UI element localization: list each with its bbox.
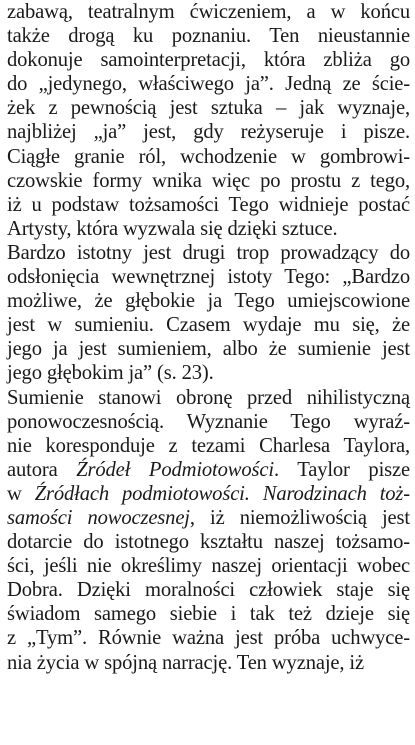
text-line <box>7 193 410 217</box>
text-run: dotarcie do istotnego kształtu naszej tożsamo- <box>7 531 410 554</box>
text-run: możliwe, że głębokie ja Tego umiejscowione <box>7 290 410 313</box>
text-line <box>7 169 410 193</box>
text-run: świadom samego siebie i tak też dzieje się <box>7 603 410 626</box>
text-run: Artysty, która wyzwala się dzięki sztuce. <box>7 217 338 240</box>
text-run: odsłonięcia wewnętrznej istoty Tego: „Bardzo <box>7 266 410 289</box>
text-run: . Taylor pisze <box>273 458 410 481</box>
text-run: w <box>7 482 35 505</box>
text-line <box>7 337 410 361</box>
text-run: do „jedynego, właściwego ja”. Jedną ze ście- <box>7 73 410 96</box>
text-run: ponowoczesnością. Wyznanie Tego wyraź- <box>7 410 410 433</box>
text-line <box>7 24 410 48</box>
text-line <box>7 482 410 506</box>
text-run: także drogą ku poznaniu. Ten nieustannie <box>7 25 410 48</box>
text-run: nie koresponduje z tezami Charlesa Taylora, <box>7 434 410 457</box>
text-run: zabawą, teatralnym ćwiczeniem, a w końcu <box>7 1 410 23</box>
text-line <box>7 386 410 410</box>
document-page <box>7 0 410 675</box>
text-line <box>7 506 410 530</box>
text-run: jest w sumieniu. Czasem wydaje mu się, że <box>7 314 410 337</box>
text-run: z „Tym”. Równie ważna jest próba uchwyce- <box>7 627 410 650</box>
text-line <box>7 48 410 72</box>
text-line <box>7 602 410 626</box>
text-run: ści, jeśli nie określimy naszej orientacji wobec <box>7 555 410 578</box>
text-run: iż u podstaw tożsamości Tego widnieje postać <box>7 193 410 216</box>
text-run: Bardzo istotny jest drugi trop prowadzący do <box>7 241 410 264</box>
text-line <box>7 120 410 144</box>
italic-text: Źródłach podmiotowości. Narodzinach toż- <box>34 482 410 505</box>
text-run: jego głębokim ja” (s. 23). <box>7 362 214 385</box>
text-line <box>7 651 410 675</box>
text-run: jego ja jest sumieniem, albo że sumienie jest <box>7 338 410 361</box>
text-line <box>7 96 410 120</box>
text-run: dokonuje samointerpretacji, która zbliża go <box>7 49 410 72</box>
text-run: , iż niemożliwością jest <box>189 506 410 529</box>
text-run: Ciągłe granie ról, wchodzenie w gombrowi- <box>7 145 410 168</box>
text-line <box>7 578 410 602</box>
italic-text: Źródeł Podmiotowości <box>76 458 274 481</box>
text-line <box>7 241 410 265</box>
text-line <box>7 145 410 169</box>
body-text <box>7 0 410 675</box>
text-line <box>7 289 410 313</box>
text-line <box>7 72 410 96</box>
text-run: najbliżej „ja” jest, gdy reżyseruje i pisze. <box>7 121 410 144</box>
text-line <box>7 434 410 458</box>
text-line <box>7 554 410 578</box>
text-run: Sumienie stanowi obronę przed nihilistyczną <box>7 386 410 409</box>
text-run: autora <box>7 458 77 481</box>
italic-text: samości nowoczesnej <box>7 506 190 529</box>
text-run: nia życia w spójną narrację. Ten wyznaje, iż <box>7 651 364 674</box>
text-run: żek z pewnością jest sztuka – jak wyznaje, <box>7 97 410 120</box>
text-line <box>7 217 410 241</box>
text-line <box>7 530 410 554</box>
text-run: Dobra. Dzięki moralności człowiek staje się <box>7 579 410 602</box>
text-run: czowskie formy wnika więc po prostu z tego, <box>7 169 410 192</box>
text-line <box>7 313 410 337</box>
text-line <box>7 458 410 482</box>
text-line <box>7 626 410 650</box>
text-line <box>7 265 410 289</box>
text-line <box>7 410 410 434</box>
text-line <box>7 361 410 385</box>
text-line <box>7 0 410 24</box>
